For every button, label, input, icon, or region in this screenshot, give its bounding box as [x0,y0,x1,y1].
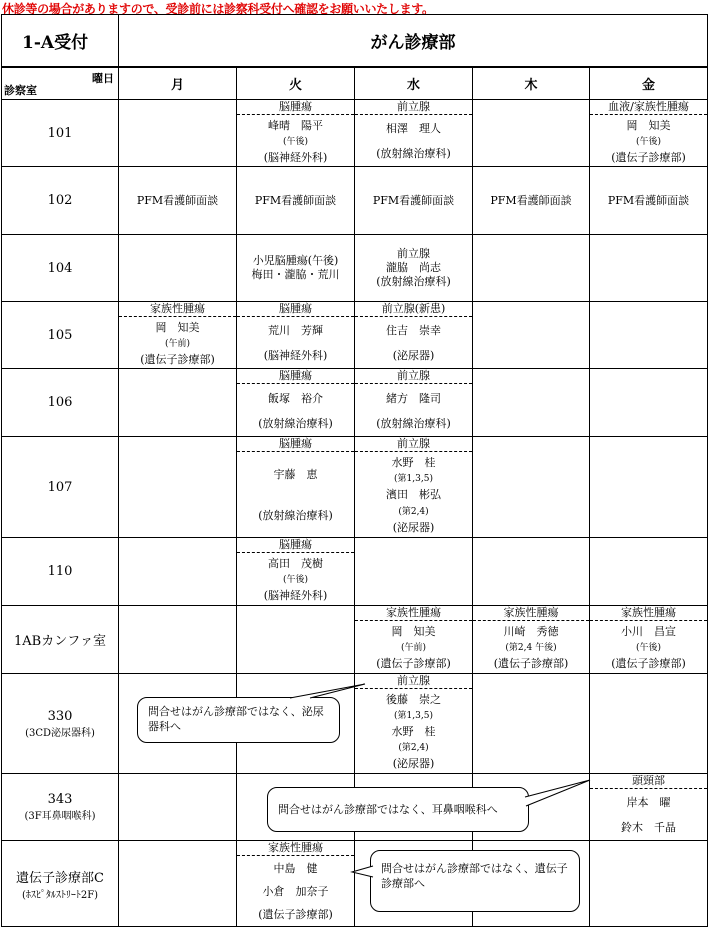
table-row [2,606,708,674]
cell-line: 小倉 加奈子 [262,884,329,898]
clinic-title: 脳腫瘍 [237,538,354,553]
cell-line: (遺伝子診療部) [140,352,215,366]
schedule-cell [119,235,237,302]
schedule-cell [237,841,355,927]
reception-label: 1-A受付 [2,15,119,68]
callout-text: 問合せはがん診療部ではなく、泌尿器科へ [148,705,324,733]
schedule-cell [237,437,355,538]
room-subtitle: (ﾎｽﾋﾟﾀﾙｽﾄﾘｰﾄ2F) [21,889,99,901]
schedule-cell [590,606,708,674]
schedule-cell [590,437,708,538]
cell-line: (泌尿器) [392,348,435,362]
room-number: 遺伝子診療部C [16,870,104,886]
clinic-title: 家族性腫瘍 [590,606,707,621]
clinic-title: 前立腺 [355,674,472,689]
callout-text: 問合せはがん診療部ではなく、遺伝子診療部へ [381,862,568,890]
table-row [2,841,708,927]
cell-line: 中島 健 [273,862,318,876]
schedule-cell [473,538,590,606]
schedule-cell [119,437,237,538]
schedule-cell [355,437,473,538]
room-cell [2,841,119,927]
cell-line: 緒方 隆司 [386,391,441,405]
schedule-cell [237,369,355,437]
cell-line: (放射線治療科) [376,146,451,160]
page-title: がん診療部 [119,15,708,68]
cell-line: PFM看護師面談 [254,193,337,207]
corner-header [2,67,119,100]
room-cell [2,235,119,302]
schedule-cell [590,302,708,369]
table-row [2,100,708,167]
clinic-title: 家族性腫瘍 [237,841,354,856]
schedule-cell [237,100,355,167]
schedule-cell [119,369,237,437]
cell-line: (放射線治療科) [376,275,451,288]
room-number: 101 [47,125,73,141]
day-header-thu: 木 [473,67,590,100]
schedule-cell [590,167,708,235]
schedule-cell [473,674,590,774]
room-number: 343 [47,792,73,807]
schedule-cell [119,774,237,841]
cell-line: (脳神経外科) [263,150,328,164]
cell-line: 前立腺 [397,247,430,260]
schedule-cell [237,167,355,235]
schedule-cell [590,538,708,606]
schedule-cell [590,369,708,437]
schedule-cell [473,302,590,369]
day-header-mon: 月 [119,67,237,100]
table-row [2,674,708,774]
room-cell [2,674,119,774]
cell-line: 濱田 彬弘 [386,488,441,502]
cell-line: 岡 知美 [391,624,436,638]
cell-line: PFM看護師面談 [372,193,455,207]
room-number: 107 [47,479,73,495]
clinic-title: 前立腺 [355,437,472,452]
room-cell [2,774,119,841]
room-cell [2,167,119,235]
room-cell [2,606,119,674]
clinic-title: 脳腫瘍 [237,437,354,452]
schedule-cell [473,100,590,167]
schedule-cell [119,302,237,369]
schedule-cell [590,774,708,841]
table-row [2,369,708,437]
cell-line: 後藤 崇之 [386,692,441,706]
schedule-cell [237,538,355,606]
table-row [2,235,708,302]
clinic-title: 脳腫瘍 [237,369,354,384]
schedule-cell [355,302,473,369]
room-cell [2,369,119,437]
schedule-cell [355,369,473,437]
schedule-cell [237,302,355,369]
schedule-cell [355,100,473,167]
callout-ent [267,787,529,832]
clinic-title: 前立腺 [355,369,472,384]
cell-line: 瀧脇 尚志 [386,261,441,274]
cell-line: 梅田・瀧脇・荒川 [251,268,340,281]
cell-line: (第2,4 午後) [505,642,557,653]
cell-line: (午後) [282,136,309,147]
cell-line: (遺伝子診療部) [611,150,686,164]
schedule-cell [355,606,473,674]
schedule-cell [355,167,473,235]
cell-line: PFM看護師面談 [136,193,219,207]
room-number: 105 [47,327,73,343]
day-header-fri: 金 [590,67,708,100]
schedule-cell [590,235,708,302]
cell-line: (遺伝子診療部) [611,657,686,671]
cell-line: (午後) [636,642,662,653]
cell-line: (脳神経外科) [263,589,328,603]
cell-line: (脳神経外科) [263,348,328,362]
cell-line: 小川 昌宣 [621,624,677,638]
cell-line: (泌尿器) [392,757,435,771]
room-number: 110 [47,564,73,579]
cell-line: (遺伝子診療部) [493,657,569,671]
cell-line: (第1,3,5) [394,710,433,721]
cell-line: (泌尿器) [392,521,435,535]
cell-line: 水野 桂 [391,724,436,738]
room-cell [2,100,119,167]
clinic-title: 前立腺 [355,100,472,115]
cell-line: (第2,4) [398,743,429,754]
schedule-cell [119,841,237,927]
notice-text: 休診等の場合がありますので、受診前には診察科受付へ確認をお願いいたします。 [2,2,434,16]
room-cell [2,538,119,606]
cell-line: 宇藤 恵 [273,467,318,481]
schedule-cell [355,538,473,606]
cell-line: 荒川 芳輝 [268,324,323,338]
room-subtitle: (3CD泌尿器科) [25,727,95,739]
cell-line: PFM看護師面談 [607,193,690,207]
table-row [2,302,708,369]
schedule-cell [355,674,473,774]
cell-line: 岸本 曜 [626,796,671,810]
cell-line: 相澤 理人 [386,122,441,136]
schedule-cell [119,538,237,606]
day-header-tue: 火 [237,67,355,100]
schedule-cell [590,674,708,774]
callout-urology [137,697,340,743]
schedule-cell [590,100,708,167]
clinic-title: 前立腺(新患) [355,302,472,317]
cell-line: 高田 茂樹 [268,556,323,570]
schedule-cell [237,606,355,674]
room-number: 104 [47,260,73,276]
clinic-title: 家族性腫瘍 [119,302,236,317]
clinic-title: 血液/家族性腫瘍 [590,100,707,115]
clinic-title: 頭頸部 [590,774,707,789]
cell-line: 岡 知美 [626,118,671,132]
schedule-cell [473,437,590,538]
table-row [2,167,708,235]
room-cell [2,302,119,369]
day-header-wed: 水 [355,67,473,100]
cell-line: (午後) [636,136,662,147]
cell-line: 水野 桂 [391,455,436,469]
room-number: 1ABカンファ室 [14,634,106,649]
cell-line: (午前) [400,642,427,653]
room-subtitle: (3F耳鼻咽喉科) [24,811,96,822]
cell-line: (遺伝子診療部) [376,657,451,671]
callout-text: 問合せはがん診療部ではなく、耳鼻咽喉科へ [278,803,498,816]
schedule-cell [237,235,355,302]
schedule-cell [473,369,590,437]
schedule-cell [473,606,590,674]
cell-line: (第1,3,5) [394,474,433,485]
room-number: 106 [47,395,73,410]
schedule-cell [355,235,473,302]
callout-genetics [370,850,580,912]
cell-line: (放射線治療科) [258,509,333,523]
cell-line: (放射線治療科) [376,416,451,430]
schedule-cell [119,100,237,167]
schedule-cell [473,167,590,235]
room-cell [2,437,119,538]
cell-line: 住吉 崇幸 [386,324,441,338]
cell-line: (第2,4) [398,506,429,517]
clinic-title: 脳腫瘍 [237,100,354,115]
cell-line: 岡 知美 [155,320,200,334]
clinic-title: 家族性腫瘍 [355,606,472,621]
cell-line: (午後) [282,574,309,585]
room-number: 102 [47,193,73,208]
schedule-cell [590,841,708,927]
table-row [2,437,708,538]
room-number: 330 [47,708,73,724]
cell-line: 峰晴 陽平 [268,118,323,132]
room-axis-label: 診察室 [4,84,37,97]
cell-line: (午前) [164,338,191,349]
cell-line: (遺伝子診療部) [258,907,333,921]
cell-line: PFM看護師面談 [490,193,572,207]
cell-line: 鈴木 千晶 [621,820,677,834]
cell-line: (放射線治療科) [258,416,333,430]
schedule-cell [473,235,590,302]
clinic-title: 家族性腫瘍 [473,606,589,621]
cell-line: 飯塚 裕介 [268,391,323,405]
schedule-cell [119,606,237,674]
day-axis-label: 曜日 [92,72,114,85]
cell-line: 川崎 秀徳 [503,624,559,638]
cell-line: 小児脳腫瘍(午後) [252,254,339,267]
table-row [2,538,708,606]
schedule-cell [119,167,237,235]
clinic-title: 脳腫瘍 [237,302,354,317]
